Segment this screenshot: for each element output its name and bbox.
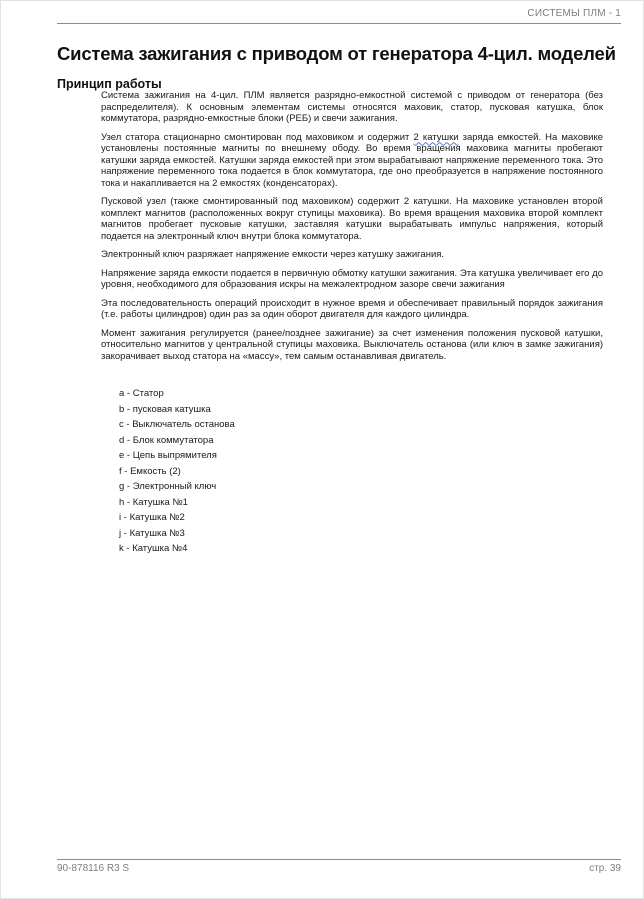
legend-separator: -	[124, 496, 133, 508]
legend-label: Катушка №2	[129, 512, 185, 523]
legend-key: c	[119, 419, 124, 430]
legend-key: b	[119, 403, 125, 415]
legend-key: i	[119, 512, 122, 523]
legend-separator: -	[124, 450, 133, 461]
legend-item	[119, 433, 603, 449]
legend-item	[119, 417, 603, 433]
footer-page-number: стр. 39	[589, 863, 621, 874]
paragraph	[101, 90, 603, 125]
paragraph	[101, 328, 603, 363]
paragraph-text: Эта последовательность операций происходит в нужное время и обеспечивает правильный порядок зажигания (т.е. работы цилиндров) один раз за один оборот двигателя для каждого цилиндра.	[101, 297, 603, 320]
paragraph	[101, 268, 603, 291]
paragraph-text: Узел статора стационарно смонтирован под маховиком и содержит	[101, 131, 414, 143]
legend-label: Катушка №4	[132, 543, 188, 554]
legend-label: Статор	[132, 388, 164, 399]
section-heading: Принцип работы	[57, 77, 162, 92]
legend-key: d	[119, 434, 125, 446]
legend-item	[119, 510, 603, 526]
legend-label: Катушка №3	[129, 527, 185, 539]
paragraph-text: Пусковой узел (также смонтированный под маховиком) содержит 2 катушки. На маховике установлен второй комплект магнитов (расположенных вокруг ступицы маховика). Во время вращения маховика второй комплект магнитов пробегает пусковые катушки, заставляя катушки вырабатывать импульс напряжения, который подается на электронный ключ внутри блока коммутатора.	[101, 196, 603, 242]
paragraph-text: Напряжение заряда емкости подается в первичную обмотку катушки зажигания. Эта катушка увеличивает его до уровня, необходимого для образования искры на межэлектродном зазоре свечи зажигания	[101, 267, 603, 290]
legend-separator: -	[124, 388, 133, 399]
legend-key: h	[119, 496, 125, 508]
page-title: Система зажигания с приводом от генератора 4-цил. моделей	[57, 43, 616, 65]
legend-key: g	[119, 481, 125, 492]
header-section-label: СИСТЕМЫ ПЛМ - 1	[527, 8, 621, 19]
legend-separator: -	[123, 419, 133, 430]
legend-separator: -	[121, 527, 130, 539]
legend-key: f	[119, 465, 122, 477]
legend-label: Электронный ключ	[132, 481, 217, 492]
legend-item	[119, 479, 603, 495]
legend-label: Выключатель останова	[132, 419, 235, 430]
legend-separator: -	[123, 543, 133, 554]
paragraphs-block	[101, 90, 603, 362]
header-divider	[57, 23, 621, 24]
body-content	[101, 90, 603, 557]
paragraph-text: Система зажигания на 4-цил. ПЛМ является разрядно-емкостной системой с приводом от генератора (без распределителя). К основным элементам системы относятся маховик, статор, пусковая катушка, блок коммутатора, разрядно-емкостные блоки (РЕБ) и свечи зажигания.	[101, 90, 603, 124]
legend-key: e	[119, 450, 125, 461]
legend-key: j	[119, 527, 122, 539]
legend-list	[119, 386, 603, 557]
legend-item	[119, 448, 603, 464]
paragraph-text: Электронный ключ разряжает напряжение емкости через катушку зажигания.	[101, 249, 445, 260]
paragraph	[101, 132, 603, 190]
legend-separator: -	[124, 481, 133, 492]
legend-separator: -	[124, 434, 133, 446]
paragraph	[101, 298, 603, 321]
legend-item	[119, 386, 603, 402]
legend-label: Емкость (2)	[130, 465, 181, 477]
footer-divider	[57, 859, 621, 860]
legend-separator: -	[124, 403, 133, 415]
legend-separator: -	[121, 465, 131, 477]
legend-label: Цепь выпрямителя	[132, 450, 217, 461]
paragraph-text: заряда емкостей. На маховике установлены постоянные магниты по внешнему ободу. Во время вращения маховика магниты пробегают катушки заряда емкостей. Катушки заряда емкостей при этом вырабатывают напряжение переменного тока. Это напряжение переменного тока подается в блок коммутатора, где оно преобразуется в напряжение постоянного тока и накапливается на 2 емкостях (конденсаторах).	[101, 131, 604, 189]
legend-item	[119, 402, 603, 418]
legend-item	[119, 541, 603, 557]
legend-item	[119, 464, 603, 480]
legend-key: a	[119, 388, 125, 399]
paragraph	[101, 249, 603, 261]
footer-document-number: 90-878116 R3 S	[57, 863, 130, 874]
paragraph	[101, 196, 603, 242]
spellcheck-underlined-text: 2 катушки	[413, 131, 459, 143]
legend-label: Блок коммутатора	[132, 434, 214, 446]
paragraph-text: Момент зажигания регулируется (ранее/позднее зажигание) за счет изменения положения пусковой катушки, относительно магнитов у центральной ступицы маховика. Выключатель останова (или ключ в замке зажигания) закорачивает выход статора на «массу», тем самым останавливая двигатель.	[101, 327, 603, 362]
legend-separator: -	[121, 512, 130, 523]
legend-item	[119, 495, 603, 511]
legend-item	[119, 526, 603, 542]
legend-label: пусковая катушка	[132, 403, 211, 415]
legend-key: k	[119, 543, 124, 554]
legend-label: Катушка №1	[132, 496, 188, 508]
